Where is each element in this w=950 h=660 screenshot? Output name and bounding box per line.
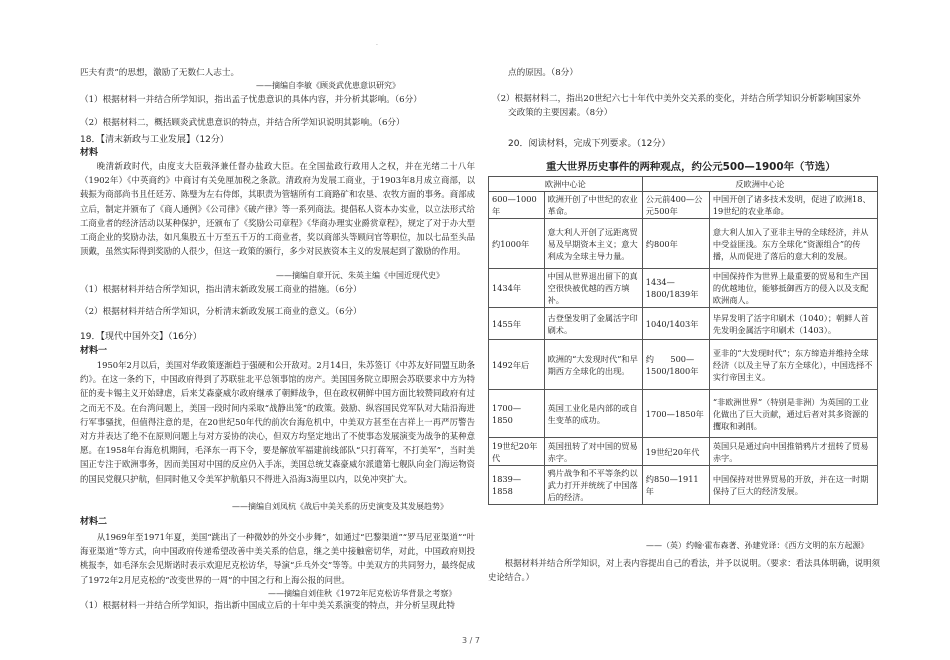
view-anti-cell: 毕昇发明了活字印刷术（1040）；朝鲜人首先发明金属活字印刷术（1403）。 <box>709 308 877 340</box>
question-text: （2）根据材料二，指出20世纪六七十年代中美外交关系的变化，并结合所学知识分析影响国家外 <box>492 94 861 104</box>
view-euro-cell: 古登堡发明了金属活字印刷术。 <box>544 308 642 340</box>
table-row <box>489 466 878 505</box>
question-text: （1）根据材料一并结合所学知识，指出新中国成立后的十年中美关系演变的特点，并分析呈现此特 <box>80 601 456 611</box>
period-euro-cell: 1434年 <box>489 269 545 308</box>
header-anti-eurocentric: 反欧洲中心论 <box>642 177 877 192</box>
table-row <box>489 340 878 390</box>
question-text: （2）根据材料并结合所学知识，分析清末新政发展工商业的意义。（6分） <box>80 307 362 317</box>
material-paragraph: 从1969年至1971年夏，美国“跳出了一种微妙的外交小步舞”，如通过“巴黎渠道”“罗马尼亚渠道”“叶海亚渠道”等方式，向中国政府传递希望改善中美关系的信息，继之美中接触密切华，对此，中国政府则投桃报李，如毛泽东会见斯诺时表示欢迎尼克松访华，导演“乒乓外交”等等。中美双方的共同努力，最终促成了1972年2月尼克松的“改变世界的一周”的中国之行和上海公报的问世。 <box>80 532 475 585</box>
section-heading: 19．【现代中国外交】（16分） <box>80 332 202 342</box>
section-heading: 18．【清末新政与工业发展】（12分） <box>80 135 229 145</box>
period-anti-cell: 约850—1911年 <box>642 466 709 505</box>
view-anti-cell: 中国保持对世界贸易的开放，并在这一时期保持了巨大的经济发展。 <box>709 466 877 505</box>
table-row <box>489 192 878 219</box>
view-euro-cell: 英国工业化是内部的或自生变革的成功。 <box>544 390 642 438</box>
table-header-row <box>489 177 878 192</box>
period-anti-cell: 1040/1403年 <box>642 308 709 340</box>
source-citation: ——摘编自刘佳秋《1972年尼克松访华背景之考察》 <box>268 589 457 598</box>
view-anti-cell: 中国开创了诸多技术发明，促进了欧洲18、19世纪的农业革命。 <box>709 192 877 219</box>
page-number: 3 / 7 <box>462 636 480 645</box>
table-row <box>489 438 878 466</box>
material-label: 材料 <box>80 148 99 158</box>
view-anti-cell: 英国只是通过向中国推销鸦片才扭转了贸易赤字。 <box>709 438 877 466</box>
table-row <box>489 390 878 438</box>
decorative-dot: . <box>376 40 378 47</box>
view-anti-cell: 亚非的“大发现时代”；东方缔造并维持全球经济（以及主导了东方全球化），中国选择不实行帝国主义。 <box>709 340 877 390</box>
view-euro-cell: 欧洲的“大发现时代”和早期西方全球化的出现。 <box>544 340 642 390</box>
period-anti-cell: 约 500—1500/1800年 <box>642 340 709 390</box>
source-citation: ——（英）约翰·霍布森著、孙建党译：《西方文明的东方起源》 <box>646 541 869 550</box>
period-euro-cell: 约1000年 <box>489 219 545 269</box>
history-table <box>488 176 878 505</box>
period-anti-cell: 公元前400—公元500年 <box>642 192 709 219</box>
period-euro-cell: 1700—1850 <box>489 390 545 438</box>
view-euro-cell: 英国扭转了对中国的贸易赤字。 <box>544 438 642 466</box>
view-euro-cell: 欧洲开创了中世纪的农业革命。 <box>544 192 642 219</box>
question-text: （1）根据材料一并结合所学知识，指出孟子忧患意识的具体内容，并分析其影响。（6分） <box>80 95 422 105</box>
question-text: 根据材料并结合所学知识，对上表内容提出自己的看法，并予以说明。（要求：看法具体明确，说明须史论结合。） <box>488 558 880 583</box>
view-anti-cell: 中国保持作为世界上最重要的贸易和生产国的优越地位，能够抵御西方的侵入以及支配欧洲商人。 <box>709 269 877 308</box>
question-text: 点的原因。（8分） <box>508 68 578 78</box>
material-label: 材料二 <box>80 517 108 527</box>
source-citation: ——摘编自章开沅、朱英主编《中国近现代史》 <box>276 271 444 280</box>
period-anti-cell: 约800年 <box>642 219 709 269</box>
table-title: 重大世界历史事件的两种观点，约公元500—1900年（节选） <box>546 161 836 173</box>
view-euro-cell: 鸦片战争和不平等条约以武力打开并统统了中国落后的经济。 <box>544 466 642 505</box>
period-anti-cell: 1434—1800/1839年 <box>642 269 709 308</box>
material-paragraph: 晚清新政时代，由度支大臣载泽兼任督办盐政大臣。在全国盐政行政用人之权，并在光绪二十八年（1902年）《中英商约》中商讨有关免厘加税之条款。清政府为发展工商业，于1903年8月成立商部，以载振为商部尚书且任廷芳、陈璧为左右侍郎，其职责为管辖所有工商路矿和农垦、农牧方面的事务。商部成立后，制定并颁布了《商人通例》《公司律》《破产律》等一系列商法。提倡私人资本办实业，以立法形式给工商业者的经济活动以某种保护，还颁布了《奖励公司章程》《华商办理实业爵赏章程》，规定了对于办大型工商企业的奖励办法，如凡集股五十万至五千万的工商业者，奖以商部头等顾问官等职位，加以七品至头品顶戴，虽然实际得到奖励的人很少，但这一政策的颁行，多少对民族资本主义的发展起到了激励的作用。 <box>80 161 475 257</box>
source-citation: ——摘编自李敏《顾炎武优患意识研究》 <box>256 81 400 90</box>
table-row <box>489 219 878 269</box>
question-text: （1）根据材料并结合所学知识，指出清末新政发展工商业的措施。（6分） <box>80 285 362 295</box>
source-citation: ——摘编自刘凤杭《战后中美关系的历史演变及其发展趋势》 <box>232 502 448 511</box>
question-text: 交政策的主要因素。（8分） <box>508 108 613 118</box>
view-anti-cell: 意大利人加入了亚非主导的全球经济，并从中受益匪浅。东方全球化“资源组合”的传播，从而促进了落后的意大利的发展。 <box>709 219 877 269</box>
table-row <box>489 308 878 340</box>
period-anti-cell: 1700—1850年 <box>642 390 709 438</box>
period-anti-cell: 19世纪20年代 <box>642 438 709 466</box>
header-eurocentric: 欧洲中心论 <box>489 177 643 192</box>
period-euro-cell: 1839—1858 <box>489 466 545 505</box>
table-row <box>489 269 878 308</box>
question-text: （2）根据材料二，概括顾炎武忧患意识的特点，并结合所学知识说明其影响。（6分） <box>80 118 405 128</box>
text-line: 匹夫有责”的思想，激励了无数仁人志士。 <box>80 68 240 78</box>
material-label: 材料一 <box>80 346 108 356</box>
material-paragraph: 1950年2月以后，美国对华政策逐渐趋于强硬和公开敌对。2月14日，朱苏签订《中苏友好同盟互助条约》。在这一条约下，中国政府得到了苏联驻北平总领事馆的房产。美国国务院立即照会苏联要求中方为特征的麦卡锡主义开始肆虐，后来艾森豪威尔政府继承了朝鲜战争，但在政权朝鲜中国方面比较赞同政府有过之而无不及。在台湾问题上，美国一段时间内采取“战静出笼”的政策。鼓励、纵容国民党军队对大陆沿海进行军事骚扰，但值得注意的是，在20世纪50年代的前次台海危机中，中美双方甚至在吉祥上一再严厉警告对方并表达了绝不在原则问题上与对方妥协的决心，但双方均坚定地出了不使事态发展演变为战争的某种意愿。在1958年台海危机期间，毛泽东一再下令，要是解放军福建前线部队“只打蒋军，不打美军”，当时美国正专注于欧洲事务，因而美国对中国的反应仍入手冻，美国总统艾森豪威尔派遣第七舰队向金门海运物资的国民党舰只护航，但同时他又令美军护航船只不得进入沿海3海里以内，以免冲突扩大。 <box>80 360 475 484</box>
view-anti-cell: “非欧洲世界”（特别是非洲）为英国的工业化做出了巨大贡献，通过后者对其多资源的攫取和剥削。 <box>709 390 877 438</box>
view-euro-cell: 中国从世界退出留下的真空很快被优越的西方填补。 <box>544 269 642 308</box>
period-euro-cell: 1455年 <box>489 308 545 340</box>
view-euro-cell: 意大利人开创了远距离贸易及早期资本主义；意大利成为全球主导力量。 <box>544 219 642 269</box>
period-euro-cell: 19世纪20年代 <box>489 438 545 466</box>
period-euro-cell: 600—1000年 <box>489 192 545 219</box>
section-heading: 20．阅读材料，完成下列要求。（12分） <box>508 139 671 149</box>
period-euro-cell: 1492年后 <box>489 340 545 390</box>
